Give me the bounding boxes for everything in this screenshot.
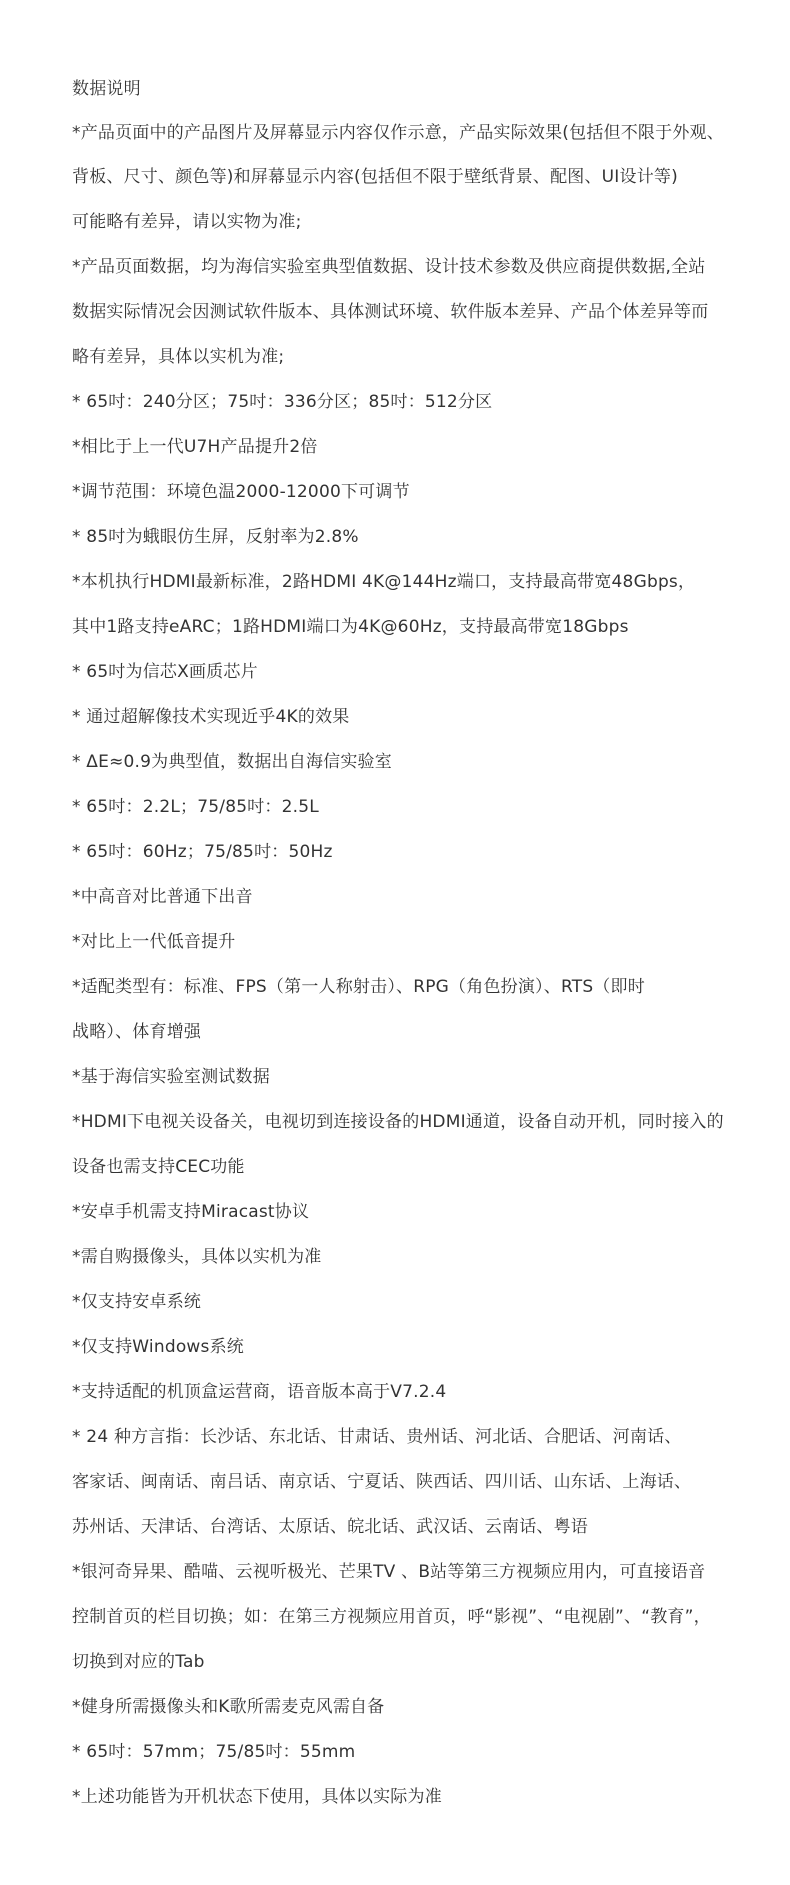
text-line: *对比上一代低音提升: [72, 932, 236, 952]
text-line: * 通过超解像技术实现近乎4K的效果: [72, 707, 350, 727]
text-line: *产品页面中的产品图片及屏幕显示内容仅作示意，产品实际效果(包括但不限于外观、: [72, 123, 724, 143]
text-line: *相比于上一代U7H产品提升2倍: [72, 437, 318, 457]
document-title: 数据说明: [72, 79, 141, 99]
text-line: *基于海信实验室测试数据: [72, 1067, 270, 1087]
text-line: 切换到对应的Tab: [72, 1652, 205, 1672]
text-line: *适配类型有：标准、FPS（第一人称射击）、RPG（角色扮演）、RTS（即时: [72, 977, 645, 997]
text-line: *中高音对比普通下出音: [72, 887, 253, 907]
text-line: *调节范围：环境色温2000-12000下可调节: [72, 482, 410, 502]
text-line: * 85吋为蛾眼仿生屏，反射率为2.8%: [72, 527, 359, 547]
text-line: *仅支持Windows系统: [72, 1337, 244, 1357]
text-line: *健身所需摄像头和K歌所需麦克风需自备: [72, 1697, 385, 1717]
text-line: 设备也需支持CEC功能: [72, 1157, 245, 1177]
text-line: * 65吋：2.2L；75/85吋：2.5L: [72, 797, 319, 817]
text-line: 苏州话、天津话、台湾话、太原话、皖北话、武汉话、云南话、粤语: [72, 1517, 588, 1537]
text-line: * 65吋为信芯X画质芯片: [72, 662, 258, 682]
text-line: *本机执行HDMI最新标准，2路HDMI 4K@144Hz端口，支持最高带宽48Gbps，: [72, 572, 696, 592]
text-line: *上述功能皆为开机状态下使用，具体以实际为准: [72, 1787, 442, 1807]
text-line: 略有差异，具体以实机为准;: [72, 347, 285, 367]
text-line: *支持适配的机顶盒运营商，语音版本高于V7.2.4: [72, 1382, 447, 1402]
text-line: 客家话、闽南话、南吕话、南京话、宁夏话、陕西话、四川话、山东话、上海话、: [72, 1472, 692, 1492]
text-line: *银河奇异果、酷喵、云视听极光、芒果TV 、B站等第三方视频应用内，可直接语音: [72, 1562, 706, 1582]
text-line: * 65吋：240分区；75吋：336分区；85吋：512分区: [72, 392, 493, 412]
text-line: *仅支持安卓系统: [72, 1292, 202, 1312]
text-line: *需自购摄像头，具体以实机为准: [72, 1247, 322, 1267]
text-line: * ΔE≈0.9为典型值，数据出自海信实验室: [72, 752, 392, 772]
text-line: * 65吋：60Hz；75/85吋：50Hz: [72, 842, 333, 862]
text-line: 数据实际情况会因测试软件版本、具体测试环境、软件版本差异、产品个体差异等而: [72, 302, 709, 322]
text-line: *安卓手机需支持Miracast协议: [72, 1202, 310, 1222]
text-line: 背板、尺寸、颜色等)和屏幕显示内容(包括但不限于壁纸背景、配图、UI设计等): [72, 167, 678, 187]
text-line: * 65吋：57mm；75/85吋：55mm: [72, 1742, 356, 1762]
text-line: 控制首页的栏目切换；如：在第三方视频应用首页，呼“影视”、“电视剧”、“教育”，: [72, 1607, 711, 1627]
text-line: 战略）、体育增强: [72, 1022, 202, 1042]
text-line: 可能略有差异，请以实物为准;: [72, 212, 302, 232]
text-line: 其中1路支持eARC；1路HDMI端口为4K@60Hz，支持最高带宽18Gbps: [72, 617, 629, 637]
text-line: *产品页面数据，均为海信实验室典型值数据、设计技术参数及供应商提供数据,全站: [72, 257, 706, 277]
text-line: *HDMI下电视关设备关，电视切到连接设备的HDMI通道，设备自动开机，同时接入的: [72, 1112, 724, 1132]
text-line: * 24 种方言指：长沙话、东北话、甘肃话、贵州话、河北话、合肥话、河南话、: [72, 1427, 682, 1447]
